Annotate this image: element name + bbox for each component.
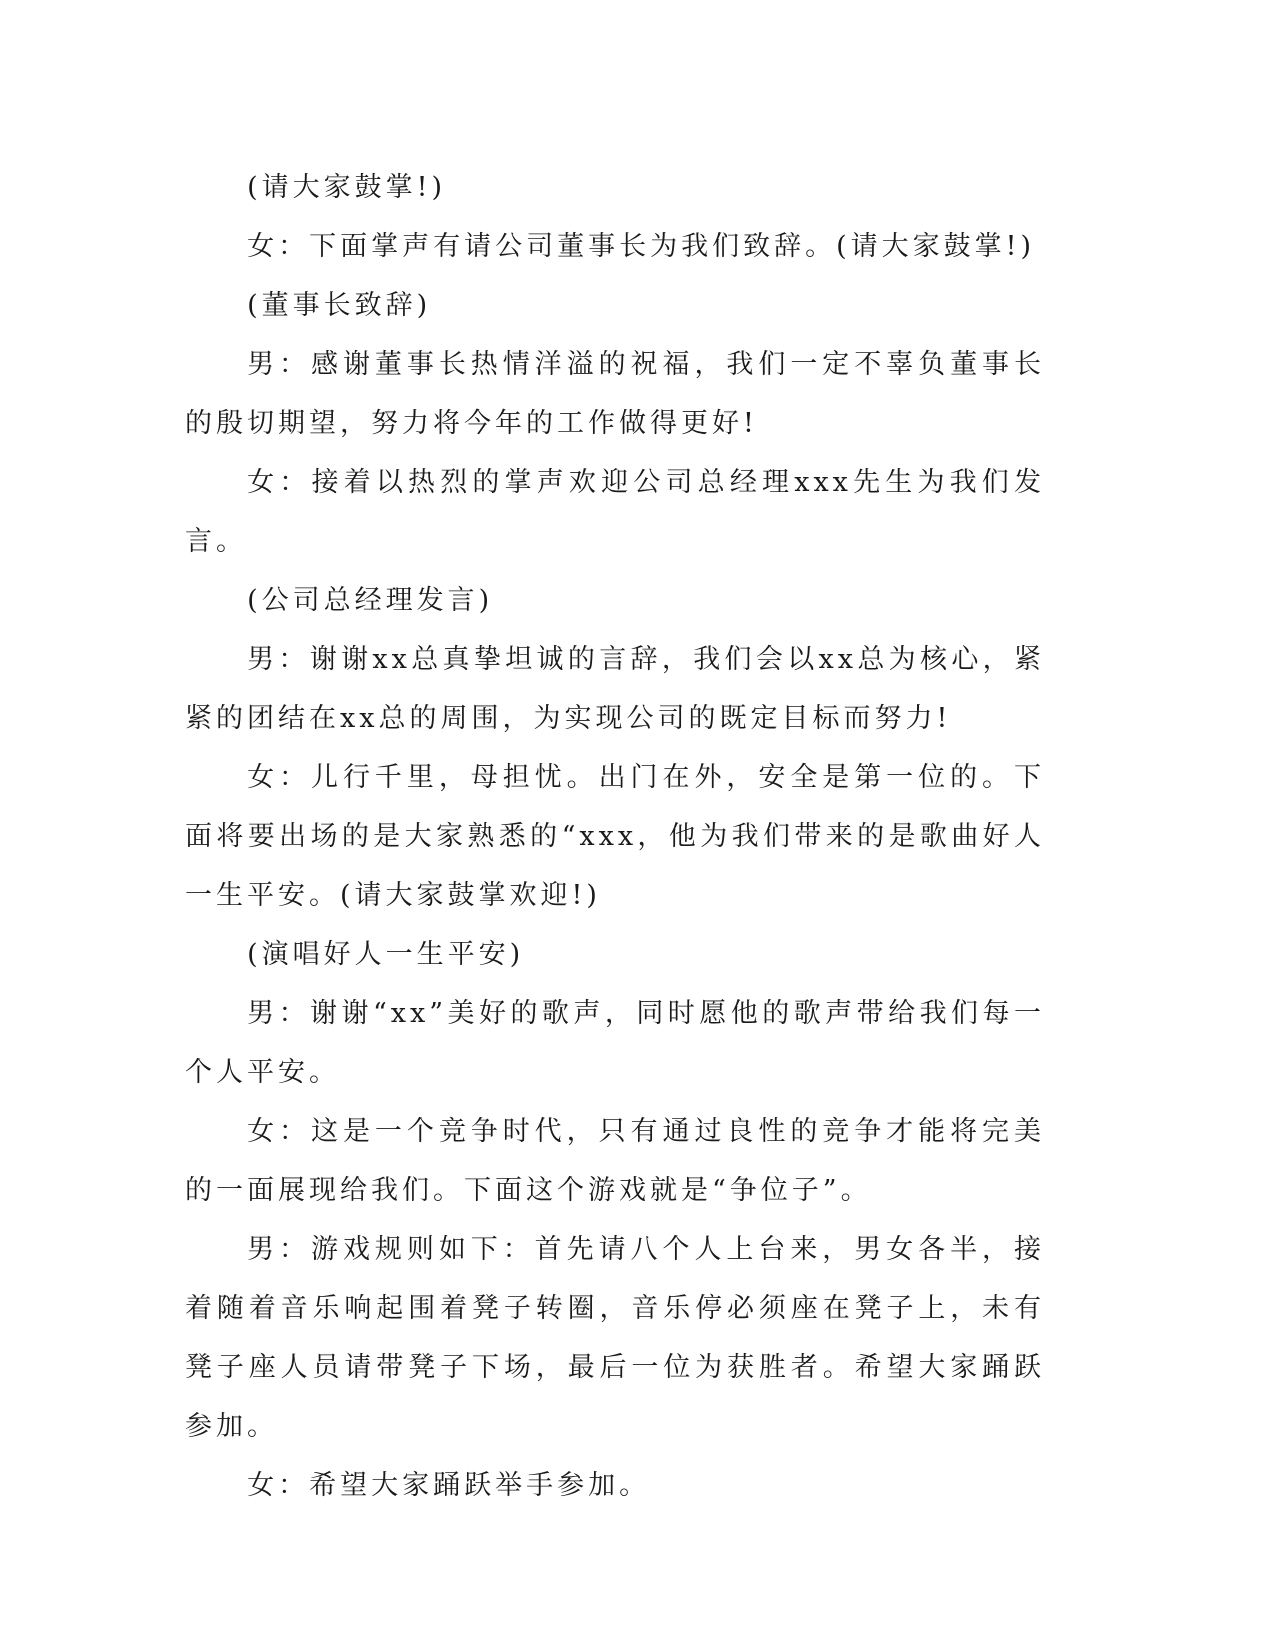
paragraph: 男：谢谢xx总真挚坦诚的言辞，我们会以xx总为核心，紧紧的团结在xx总的周围，为实现公司的既定目标而努力! [185,644,1045,734]
paragraph: 女：希望大家踊跃举手参加。 [247,1470,651,1501]
paragraph: 女：儿行千里，母担忧。出门在外，安全是第一位的。下面将要出场的是大家熟悉的“xxx，他为我们带来的是歌曲好人一生平安。(请大家鼓掌欢迎!) [185,762,1045,911]
document-body [185,158,1045,1515]
paragraph: 男：谢谢“xx”美好的歌声，同时愿他的歌声带给我们每一个人平安。 [185,998,1045,1088]
paragraph: 男：游戏规则如下：首先请八个人上台来，男女各半，接着随着音乐响起围着凳子转圈，音乐停必须座在凳子上，未有凳子座人员请带凳子下场，最后一位为获胜者。希望大家踊跃参加。 [185,1234,1045,1442]
paragraph: 男：感谢董事长热情洋溢的祝福，我们一定不辜负董事长的殷切期望，努力将今年的工作做得更好! [185,349,1045,439]
paragraph: 女：下面掌声有请公司董事长为我们致辞。(请大家鼓掌!) [247,231,1036,262]
paragraph: 女：接着以热烈的掌声欢迎公司总经理xxx先生为我们发言。 [185,467,1045,557]
paragraph: (董事长致辞) [247,290,432,321]
paragraph: (演唱好人一生平安) [247,939,525,970]
paragraph: (公司总经理发言) [247,585,494,616]
paragraph: 女：这是一个竞争时代，只有通过良性的竞争才能将完美的一面展现给我们。下面这个游戏就是“争位子”。 [185,1116,1045,1206]
paragraph: (请大家鼓掌!) [247,172,447,203]
